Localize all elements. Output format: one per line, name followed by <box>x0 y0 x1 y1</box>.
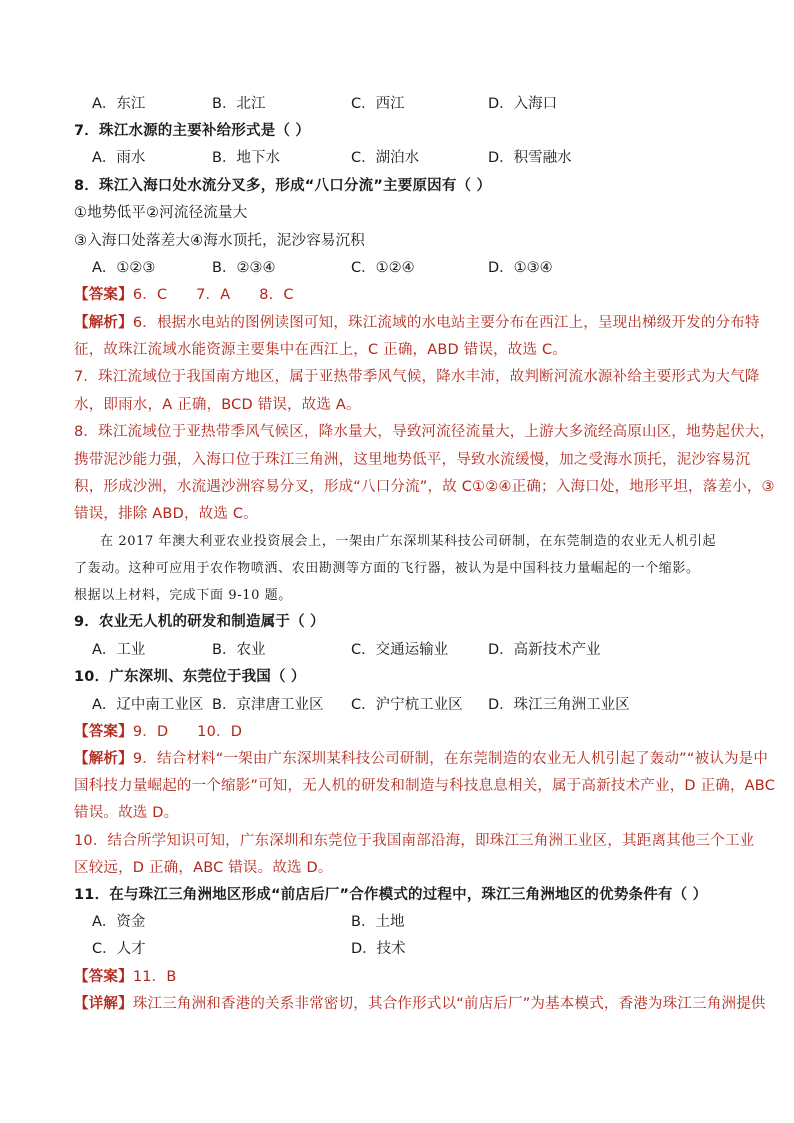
q9-question: 9．农业无人机的研发和制造属于（ ） <box>74 614 325 630</box>
q11-question: 11．在与珠江三角洲地区形成“前店后厂”合作模式的过程中，珠江三角洲地区的优势条件有（ ） <box>74 887 708 903</box>
q10-option-d: D．珠江三角洲工业区 <box>488 697 630 713</box>
q8-item-1: ①地势低平②河流径流量大 <box>74 205 248 221</box>
q6-option-a: A．东江 <box>92 96 146 112</box>
q7-question: 7．珠江水源的主要补给形式是（ ） <box>74 123 311 139</box>
analysis-9-10-line-5: 区较远，D 正确，ABC 错误。故选 D。 <box>74 860 333 876</box>
q10-option-a: A．辽中南工业区 <box>92 697 204 713</box>
q8-option-c: C．①②④ <box>351 260 415 276</box>
analysis-tag: 【解析】 <box>74 751 133 767</box>
q11-option-a: A．资金 <box>92 914 146 930</box>
analysis-6-8-line-2: 征，故珠江流域水能资源主要集中在西江上，C 正确，ABD 错误，故选 C。 <box>74 342 568 358</box>
q8-question: 8．珠江入海口处水流分叉多，形成“八口分流”主要原因有（ ） <box>74 178 492 194</box>
analysis-6-8-line-5: 8．珠江流域位于亚热带季风气候区，降水量大，导致河流径流量大，上游大多流经高原山区，地势起伏大， <box>74 424 775 440</box>
detail-tag: 【详解】 <box>74 996 133 1012</box>
q7-option-c: C．湖泊水 <box>351 150 420 166</box>
analysis-9-10-line-2: 国科技力量崛起的一个缩影”可知，无人机的研发和制造与科技息息相关，属于高新技术产业，D 正确，ABC <box>74 778 776 794</box>
q10-question: 10．广东深圳、东莞位于我国（ ） <box>74 669 306 685</box>
analysis-tag: 【解析】 <box>74 315 133 331</box>
detail-text: 珠江三角洲和香港的关系非常密切，其合作形式以“前店后厂”为基本模式，香港为珠江三角洲提供 <box>132 996 766 1012</box>
answer-9-10 <box>74 722 242 742</box>
analysis-6-8-line-4: 水，即雨水，A 正确，BCD 错误，故选 A。 <box>74 397 361 413</box>
answer-tag: 【答案】 <box>74 969 133 985</box>
answer-tag: 【答案】 <box>74 287 133 303</box>
analysis-9-10-line-3: 错误。故选 D。 <box>74 805 179 821</box>
detail-11-line-1 <box>74 994 766 1014</box>
q8-option-a: A．①②③ <box>92 260 156 276</box>
q6-option-d: D．入海口 <box>488 96 558 112</box>
q9-option-a: A．工业 <box>92 642 146 658</box>
q6-option-b: B．北江 <box>212 96 266 112</box>
material-line-3: 根据以上材料，完成下面 9-10 题。 <box>74 588 292 603</box>
q10-option-b: B．京津唐工业区 <box>212 697 324 713</box>
q7-option-d: D．积雪融水 <box>488 150 572 166</box>
answer-11 <box>74 967 177 987</box>
q8-option-b: B．②③④ <box>212 260 276 276</box>
q7-option-a: A．雨水 <box>92 150 146 166</box>
analysis-6-8-line-8: 错误，排除 ABD，故选 C。 <box>74 506 258 522</box>
material-line-1: 在 2017 年澳大利亚农业投资展会上，一架由广东深圳某科技公司研制，在东莞制造的农业无人机引起 <box>100 534 717 549</box>
analysis-9-10-line-4: 10．结合所学知识可知，广东深圳和东莞位于我国南部沿海，即珠江三角洲工业区，其距离其他三个工业 <box>74 833 755 849</box>
analysis-6-8-line-7: 积，形成沙洲，水流遇沙洲容易分叉，形成“八口分流”，故 C①②④正确；入海口处，地形平坦，落差小，③ <box>74 479 775 495</box>
answer-text: 6．C 7．A 8．C <box>132 287 294 303</box>
q7-option-b: B．地下水 <box>212 150 280 166</box>
answer-tag: 【答案】 <box>74 724 133 740</box>
q9-option-c: C．交通运输业 <box>351 642 449 658</box>
answer-text: 11．B <box>132 969 177 985</box>
analysis-9-10-line-1 <box>74 749 768 769</box>
q8-item-2: ③入海口处落差大④海水顶托，泥沙容易沉积 <box>74 233 365 249</box>
analysis-6-8-line-6: 携带泥沙能力强，入海口位于珠江三角洲，这里地势低平，导致水流缓慢，加之受海水顶托，泥沙容易沉 <box>74 452 751 468</box>
answer-6-8 <box>74 285 294 305</box>
answer-text: 9．D 10．D <box>132 724 243 740</box>
analysis-text: 9．结合材料“一架由广东深圳某科技公司研制，在东莞制造的农业无人机引起了轰动”“被认为是中 <box>132 751 769 767</box>
q6-option-c: C．西江 <box>351 96 405 112</box>
analysis-6-8-line-3: 7．珠江流域位于我国南方地区，属于亚热带季风气候，降水丰沛，故判断河流水源补给主要形式为大气降 <box>74 369 760 385</box>
analysis-6-8-line-1 <box>74 313 760 333</box>
q8-option-d: D．①③④ <box>488 260 553 276</box>
q10-option-c: C．沪宁杭工业区 <box>351 697 463 713</box>
q11-option-d: D．技术 <box>351 941 406 957</box>
q9-option-b: B．农业 <box>212 642 266 658</box>
material-line-2: 了轰动。这种可应用于农作物喷洒、农田勘测等方面的飞行器，被认为是中国科技力量崛起的一个缩影。 <box>74 561 700 576</box>
q11-option-c: C．人才 <box>92 941 146 957</box>
q9-option-d: D．高新技术产业 <box>488 642 601 658</box>
analysis-text: 6．根据水电站的图例读图可知，珠江流域的水电站主要分布在西江上，呈现出梯级开发的分布特 <box>132 315 760 331</box>
q11-option-b: B．土地 <box>351 914 405 930</box>
